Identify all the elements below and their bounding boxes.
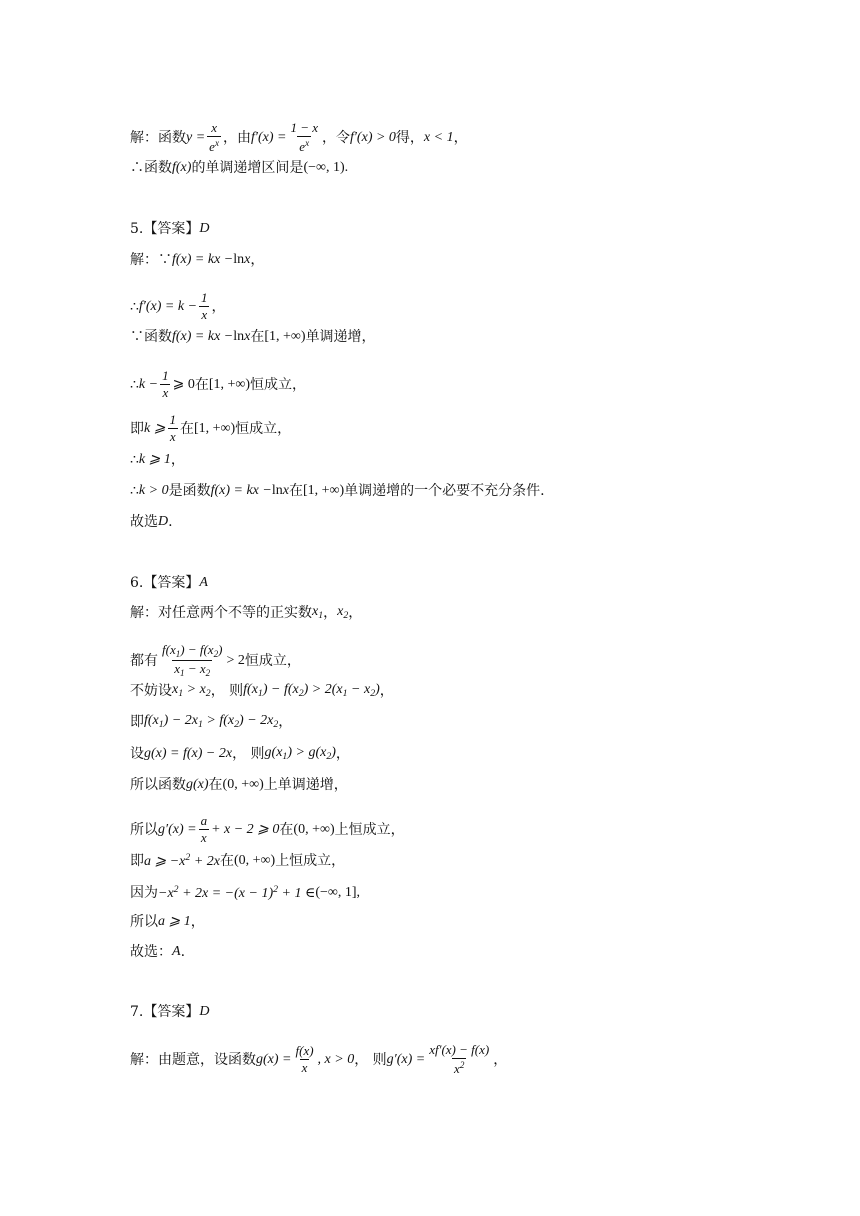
text-run: 在 — [194, 376, 209, 393]
text-run: ， 则 — [210, 682, 244, 699]
fraction-numerator: f(x) — [295, 1043, 314, 1058]
text-run: 不妨设 — [130, 682, 172, 699]
fraction-numerator: x — [211, 120, 217, 135]
math-upright: [1, +∞) — [208, 376, 251, 392]
math-expression: x — [282, 483, 289, 498]
solution-line — [130, 885, 360, 901]
math-expression: D — [199, 221, 210, 236]
text-run: 得， — [395, 129, 424, 146]
math-expression: x < 1 — [423, 129, 454, 145]
math-upright: (0, +∞) — [222, 777, 264, 792]
fraction — [294, 1044, 316, 1076]
text-run: 都有 — [130, 652, 158, 669]
math-upright: ln — [271, 483, 283, 498]
text-run: 单调递增， — [305, 329, 376, 345]
math-expression: y = — [186, 129, 206, 145]
fraction — [207, 121, 221, 155]
text-run: 即 — [130, 853, 144, 869]
text-run: ， — [190, 914, 205, 930]
fraction — [167, 413, 178, 445]
text-run: 在 — [279, 821, 294, 838]
math-expression: g(x) = — [256, 1051, 292, 1067]
text-run: ∴ — [130, 483, 139, 499]
solution-line — [130, 121, 468, 155]
text-run: 恒成立， — [244, 652, 301, 669]
fraction-denominator: $e^x$ — [209, 138, 219, 155]
text-run: ， — [323, 604, 338, 621]
fraction-numerator: a — [200, 813, 208, 828]
fraction — [288, 121, 320, 155]
math-expression: k − — [138, 376, 159, 392]
math-expression: f′(x) > 0 — [349, 129, 396, 145]
text-run: 的单调递增区间是 — [191, 160, 304, 176]
solution-line — [130, 484, 545, 498]
fraction-denominator: $x^2$ — [454, 1060, 465, 1077]
math-upright: [1, +∞) — [193, 420, 236, 436]
math-expression: f(x) = kx − — [172, 252, 234, 267]
text-run: 因为 — [130, 885, 158, 901]
text-run: 上恒成立， — [334, 821, 405, 838]
text-run: ， 则 — [232, 745, 265, 762]
text-run: ， — [379, 682, 394, 699]
text-run: 解：由题意，设函数 — [130, 1051, 256, 1068]
math-expression: D — [158, 514, 169, 529]
text-run: 解：对任意两个不等的正实数 — [130, 604, 312, 621]
text-run: 即 — [130, 713, 144, 730]
text-run: ， — [348, 604, 363, 621]
text-run: 上单调递增， — [263, 777, 348, 793]
math-expression: f′(x) = — [251, 129, 287, 145]
text-run: ， — [278, 713, 293, 730]
math-upright: ln — [233, 329, 245, 344]
text-run: 故选： — [130, 944, 172, 960]
text-run: ∴ — [130, 298, 139, 315]
text-run: 故选 — [130, 514, 158, 530]
answer-heading — [130, 222, 209, 236]
text-run: . — [168, 514, 173, 530]
math-expression: a ⩾ 1 — [158, 914, 191, 929]
text-run: 函数 — [158, 129, 186, 146]
math-expression: A — [172, 944, 181, 959]
text-run: . — [180, 944, 186, 960]
fraction-denominator: $e^x$ — [299, 138, 310, 155]
fraction-denominator: x — [301, 1060, 308, 1076]
text-run: 6.【答案】 — [130, 575, 200, 591]
math-expression: x — [244, 329, 251, 344]
math-expression: g′(x) = — [386, 1051, 426, 1067]
math-expression: f(x) — [172, 160, 192, 175]
math-expression: D — [199, 1004, 210, 1019]
math-expression: $-x^2 + 2x = -(x - 1)^2 + 1$ ∈ — [158, 884, 316, 901]
text-run: 上恒成立， — [275, 853, 346, 869]
fraction-numerator: 1 — [201, 290, 208, 305]
fraction-numerator: xf′(x) − f(x) — [429, 1042, 490, 1057]
solution-line — [130, 161, 348, 175]
math-expression: k > 0 — [138, 483, 169, 498]
math-expression: k ⩾ 1 — [138, 452, 171, 467]
fraction-denominator: x — [200, 830, 207, 846]
math-expression: $x_1$ — [312, 604, 324, 621]
math-upright: [1, +∞) — [264, 329, 306, 344]
math-upright: [1, +∞) — [302, 483, 345, 498]
math-upright: (−∞, 1], — [315, 885, 361, 900]
text-run: 所以 — [130, 914, 158, 930]
solution-line — [130, 814, 405, 846]
solution-line — [130, 1043, 507, 1077]
fraction-numerator: 1 — [162, 368, 169, 383]
math-upright: > 2 — [226, 652, 245, 668]
text-run: 恒成立， — [250, 376, 307, 393]
text-run: 令 — [335, 129, 350, 146]
text-run: ， — [335, 745, 350, 762]
math-upright: (0, +∞) — [293, 821, 335, 837]
solution-line — [130, 945, 185, 959]
text-run: 在 — [208, 777, 223, 793]
fraction-numerator: 1 − x — [290, 120, 318, 135]
math-expression: f(x) = kx − — [172, 329, 234, 344]
text-run: 是函数 — [168, 483, 211, 499]
text-run: ， — [250, 252, 265, 268]
math-expression: g(x) — [186, 777, 209, 792]
math-expression: $x_1 > x_2$ — [172, 682, 211, 699]
answer-heading — [130, 576, 208, 590]
math-expression: f′(x) = k − — [138, 298, 198, 314]
fraction-denominator: x — [169, 429, 176, 445]
text-run: 恒成立， — [235, 420, 292, 437]
solution-line — [130, 291, 226, 323]
solution-line — [130, 453, 185, 467]
solution-line — [130, 605, 362, 621]
text-run: ∴ — [130, 376, 139, 393]
solution-line — [130, 746, 350, 762]
fraction — [199, 814, 210, 846]
text-run: 即 — [130, 420, 144, 437]
math-upright: (0, +∞) — [233, 853, 276, 868]
text-run: 7.【答案】 — [130, 1004, 200, 1020]
text-run: ∴函数 — [130, 160, 172, 176]
math-expression: $g(x_1) > g(x_2)$ — [264, 745, 336, 762]
math-expression: $x_2$ — [337, 604, 349, 621]
math-expression: k ⩾ — [144, 420, 166, 436]
solution-line — [130, 413, 291, 445]
text-run: 所以 — [130, 821, 158, 838]
math-expression: + x − 2 ⩾ 0 — [211, 821, 280, 837]
math-upright: ln — [233, 252, 245, 267]
math-expression: A — [199, 575, 208, 590]
text-run: ， 则 — [354, 1051, 387, 1068]
text-run: ， — [170, 452, 185, 468]
math-expression: $f(x_1) - f(x_2) > 2(x_1 - x_2)$ — [243, 682, 380, 699]
solution-line — [130, 643, 301, 678]
answer-heading — [130, 1005, 209, 1019]
text-run: ∴ — [130, 452, 139, 468]
text-run: 在 — [250, 329, 265, 345]
text-run: 设 — [130, 745, 144, 762]
text-run: ， — [453, 129, 468, 146]
math-expression: g(x) = f(x) − 2x — [144, 745, 233, 761]
text-run: 在 — [219, 853, 234, 869]
math-upright: ⩾ 0 — [172, 376, 195, 392]
fraction — [199, 291, 210, 323]
text-run: ， — [493, 1051, 508, 1068]
fraction-numerator: $f(x_1) - f(x_2)$ — [162, 642, 223, 659]
text-run: 解： — [130, 129, 158, 146]
math-upright: (−∞, 1). — [303, 160, 349, 175]
solution-line — [130, 915, 205, 929]
solution-line — [130, 853, 345, 869]
math-expression: g′(x) = — [158, 821, 197, 837]
solution-line — [130, 515, 173, 529]
text-run: ， — [321, 129, 336, 146]
fraction-denominator: x — [201, 307, 208, 323]
fraction — [160, 643, 224, 678]
text-run: 5.【答案】 — [130, 221, 200, 237]
math-expression: , x > 0 — [317, 1051, 355, 1067]
solution-line — [130, 683, 394, 699]
text-run: ， — [223, 129, 237, 146]
fraction-numerator: 1 — [169, 412, 176, 427]
fraction — [427, 1043, 491, 1077]
solution-line — [130, 714, 292, 730]
math-expression: a ⩾ $-x^2 + 2x$ — [144, 852, 220, 869]
fraction-denominator: $x_1 - x_2$ — [174, 661, 211, 678]
text-run: ∵函数 — [130, 329, 172, 345]
fraction — [160, 369, 171, 401]
solution-line — [130, 778, 348, 792]
math-expression: x — [244, 252, 251, 267]
solution-line — [130, 330, 376, 344]
solution-line — [130, 369, 306, 401]
text-run: ， — [211, 298, 226, 315]
text-run: 解：∵ — [130, 252, 172, 268]
text-run: 所以函数 — [130, 777, 186, 793]
math-expression: $f(x_1) - 2x_1 > f(x_2) - 2x_2$ — [144, 713, 279, 730]
text-run: 在 — [179, 420, 194, 437]
solution-line — [130, 253, 264, 267]
text-run: 在 — [288, 483, 303, 499]
text-run: 由 — [237, 129, 251, 146]
math-expression: f(x) = kx − — [210, 483, 272, 498]
text-run: 单调递增的一个必要不充分条件. — [344, 483, 545, 499]
fraction-denominator: x — [162, 385, 169, 401]
